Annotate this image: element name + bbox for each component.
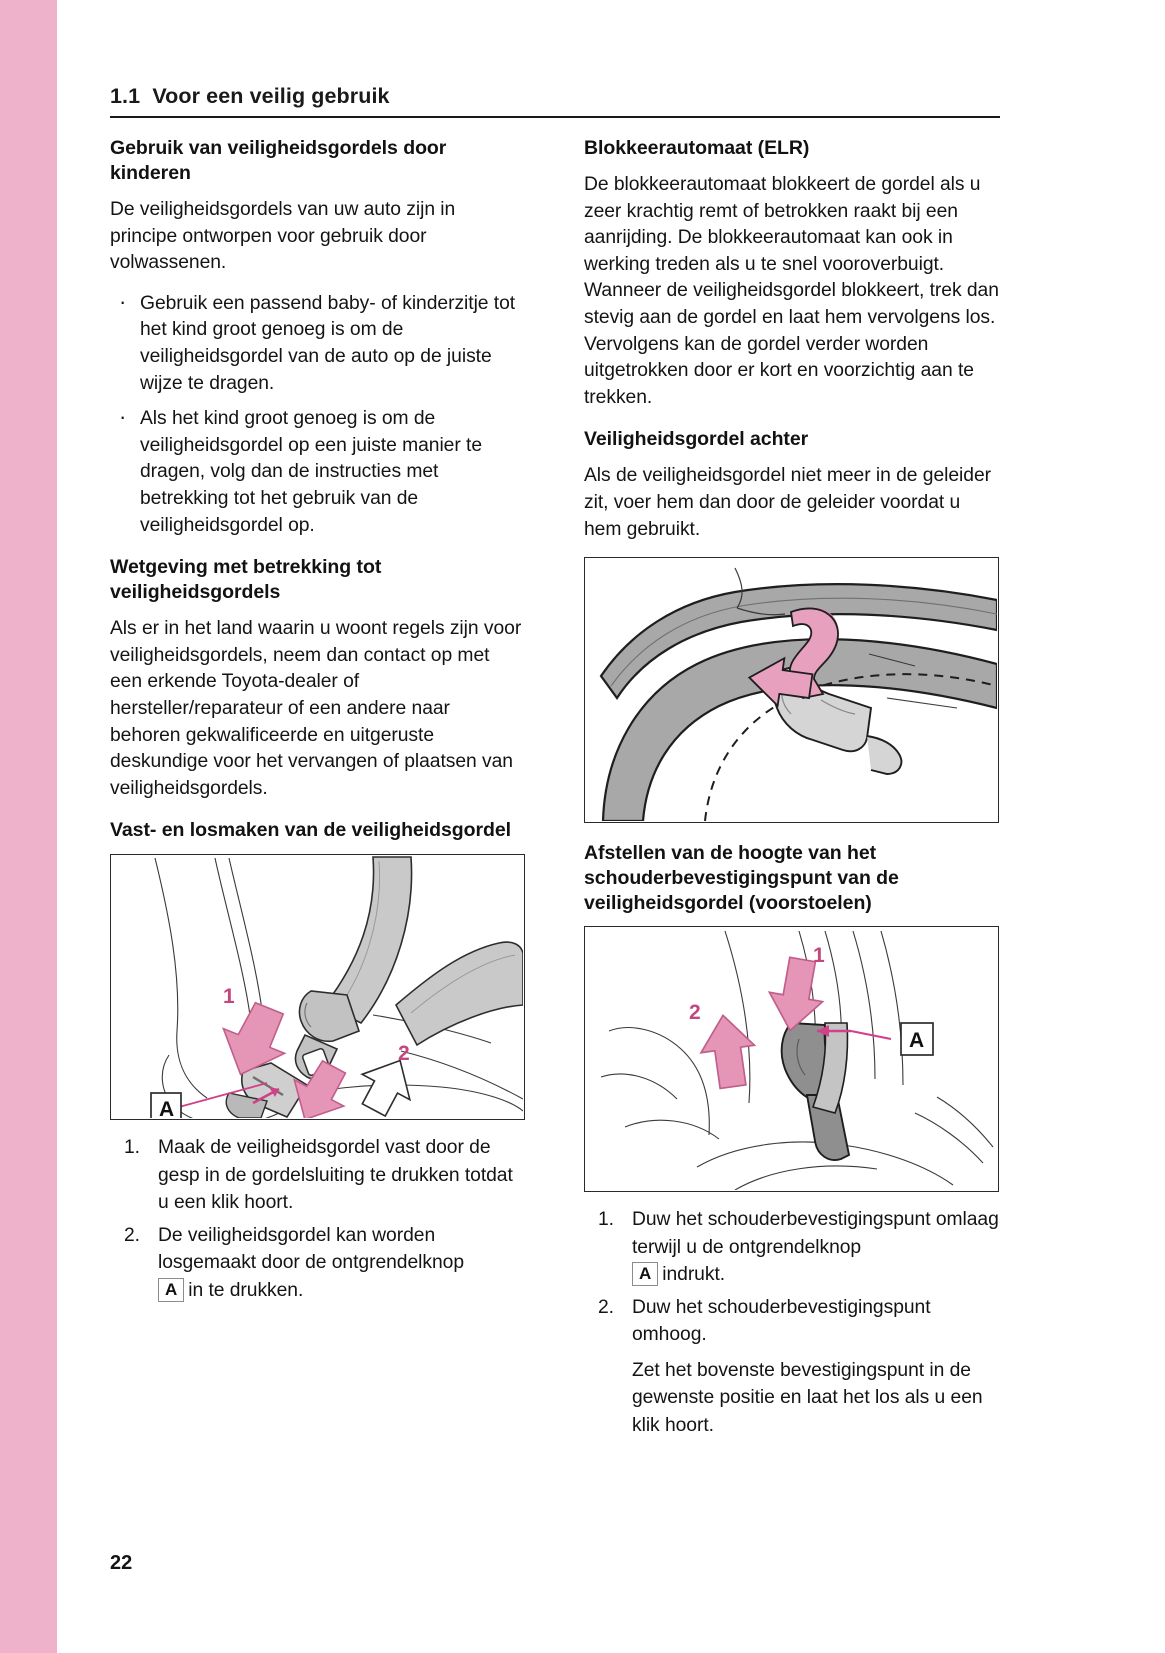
page-edge-tab <box>0 0 57 1653</box>
key-label-a: A <box>632 1262 658 1286</box>
heading-seatbelt-legislation: Wetgeving met betrekking tot veiligheidsgordels <box>110 556 382 604</box>
shoulder-anchor-adjust-illustration <box>584 926 999 1192</box>
list-item <box>110 1222 525 1305</box>
paragraph-elr: De blokkeerautomaat blokkeert de gordel als u zeer krachtig remt of betrokken raakt bij een aanrijding. De blokkeerautomaat kan ook in werking treden als u te snel vooroverbuigt. Wanneer de veiligheidsgordel blokkeert, trek dan stevig aan de gordel en laat hem vervolgens los. Vervolgens kan de gordel verder worden uitgetrokken door er kort en voorzichtig aan te trekken. <box>584 174 999 408</box>
list-item <box>584 1294 999 1440</box>
bullet-list-children <box>110 291 525 539</box>
heading-children-seatbelt-use: Gebruik van veiligheidsgordels door kinderen <box>110 137 447 184</box>
heading-shoulder-anchor-adjust: Afstellen van de hoogte van het schouderbevestigingspunt van de veiligheidsgordel (voorstoelen) <box>584 842 899 915</box>
steps-shoulder-anchor <box>584 1206 999 1439</box>
step-extra-text: Zet het bovenste bevestigingspunt in de gewenste positie en laat het los als u een klik hoort. <box>632 1359 983 1436</box>
seat-belt-buckle-illustration <box>110 854 525 1120</box>
paragraph-children-seatbelt-use: De veiligheidsgordels van uw auto zijn in principe ontworpen voor gebruik door volwassenen. <box>110 199 456 274</box>
callout-1: 1 <box>223 985 235 1009</box>
callout-a: A <box>909 1029 925 1053</box>
list-item <box>584 1206 999 1289</box>
list-item <box>110 1134 525 1217</box>
step-number: 2. <box>598 1296 614 1318</box>
callout-2: 2 <box>398 1042 410 1066</box>
rear-seat-belt-guide-illustration <box>584 557 999 823</box>
heading-elr: Blokkeerautomaat (ELR) <box>584 137 810 159</box>
running-head <box>110 84 1000 118</box>
list-item: · Als het kind groot genoeg is om de veiligheidsgordel op een juiste manier te dragen, volg dan de instructies met betrekking tot het gebruik van de veiligheidsgordel op. <box>110 406 525 539</box>
callout-a: A <box>159 1098 175 1119</box>
step-text: Maak de veiligheidsgordel vast door de gesp in de gordelsluiting te drukken totdat u een klik hoort. <box>158 1137 513 1214</box>
step-number: 2. <box>124 1224 140 1246</box>
step-text-after: in te drukken. <box>188 1279 304 1301</box>
page-number: 22 <box>110 1552 133 1574</box>
step-number: 1. <box>598 1209 614 1231</box>
chapter-title: 1.1 Voor een veilig gebruik <box>110 84 390 108</box>
right-column <box>584 136 999 1444</box>
key-label-a: A <box>158 1278 184 1302</box>
steps-fasten-release <box>110 1134 525 1304</box>
left-column <box>110 136 525 1309</box>
list-item: · Gebruik een passend baby- of kinderzitje tot het kind groot genoeg is om de veiligheidsgordel van de auto op de juiste wijze te dragen. <box>110 291 525 397</box>
running-head-rule <box>110 116 1000 118</box>
step-text: De veiligheidsgordel kan worden losgemaakt door de ontgrendelknop <box>158 1224 464 1274</box>
heading-rear-seatbelt: Veiligheidsgordel achter <box>584 428 809 451</box>
page-content <box>110 0 1015 1653</box>
paragraph-seatbelt-legislation: Als er in het land waarin u woont regels zijn voor veiligheidsgordels, neem dan contact op met een erkende Toyota-dealer of hersteller/reparateur of een andere naar behoren gekwalificeerde en uitgeruste deskundige voor het vervangen of plaatsen van veiligheidsgordels. <box>110 618 522 799</box>
callout-1: 1 <box>813 944 825 968</box>
step-text-after: indrukt. <box>662 1264 726 1286</box>
callout-2: 2 <box>689 1001 701 1025</box>
heading-fasten-release-seatbelt: Vast- en losmaken van de veiligheidsgordel <box>110 819 512 842</box>
step-text: Duw het schouderbevestigingspunt omhoog. <box>632 1296 931 1346</box>
paragraph-rear-seatbelt: Als de veiligheidsgordel niet meer in de geleider zit, voer hem dan door de geleider voordat u hem gebruikt. <box>584 465 991 540</box>
step-number: 1. <box>124 1137 140 1159</box>
step-text: Duw het schouderbevestigingspunt omlaag terwijl u de ontgrendelknop <box>632 1209 999 1258</box>
